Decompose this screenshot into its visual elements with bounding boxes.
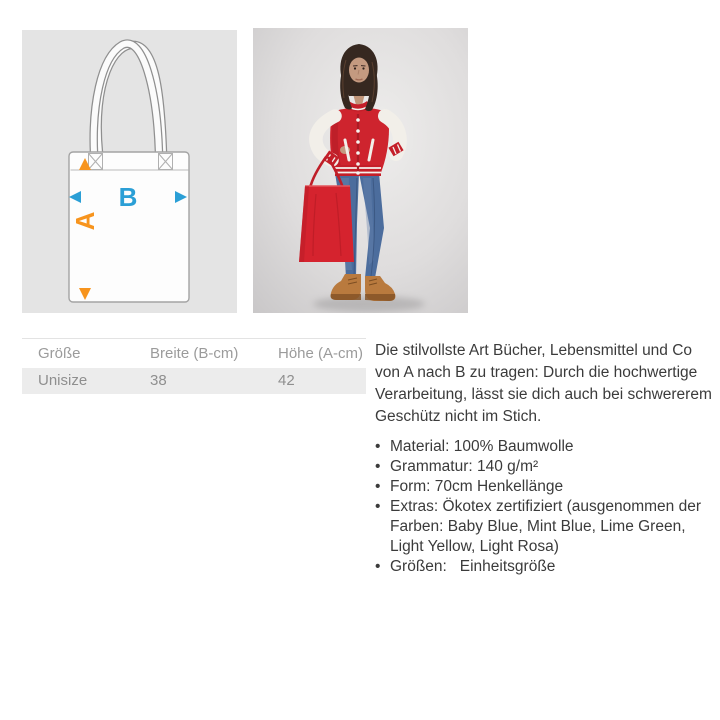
jacket-cuff-right xyxy=(391,145,401,155)
cell-width: 38 xyxy=(134,368,262,394)
column-header-height: Höhe (A-cm) xyxy=(278,345,364,362)
description-line: Die stilvollste Art Bücher, Lebensmittel und Co xyxy=(375,342,693,359)
spec-list-item-grammatur xyxy=(375,457,715,477)
spec-list-item-extras xyxy=(375,497,715,557)
product-photo-svg xyxy=(253,28,468,313)
bullet-icon: • xyxy=(375,478,381,495)
strap-stitch-patch-right xyxy=(159,154,173,170)
spec-list xyxy=(375,437,715,577)
cell-height: 42 xyxy=(262,368,366,394)
strap-stitch-patch-left xyxy=(89,154,103,170)
spec-text: Light Yellow, Light Rosa) xyxy=(390,538,559,555)
spec-text: Material: 100% Baumwolle xyxy=(390,438,574,455)
size-table-header-row xyxy=(22,339,366,369)
bullet-icon: • xyxy=(375,558,381,575)
spec-list-item-form xyxy=(375,477,715,497)
size-table xyxy=(22,338,366,394)
description-paragraph xyxy=(375,340,715,428)
bullet-icon: • xyxy=(375,498,381,515)
bullet-icon: • xyxy=(375,438,381,455)
description-line: Geschütz nicht im Stich. xyxy=(375,408,542,425)
spec-text: Farben: Baby Blue, Mint Blue, Lime Green, xyxy=(390,518,686,535)
spec-text: Grammatur: 140 g/m² xyxy=(390,458,539,475)
product-description xyxy=(375,340,715,577)
description-line: von A nach B zu tragen: Durch die hochwertige xyxy=(375,364,698,381)
size-diagram-image xyxy=(22,30,237,313)
size-table-row xyxy=(22,368,366,394)
size-diagram-svg xyxy=(22,30,237,313)
spec-text: Größen: Einheitsgröße xyxy=(390,558,556,575)
spec-text: Form: 70cm Henkellänge xyxy=(390,478,564,495)
height-label: A xyxy=(70,211,100,231)
product-photo-image xyxy=(253,28,468,313)
description-line: Verarbeitung, lässt sie dich auch bei schwererem xyxy=(375,386,712,403)
spec-text: Extras: Ökotex zertifiziert (ausgenommen der xyxy=(390,498,701,515)
bullet-icon: • xyxy=(375,458,381,475)
column-header-width: Breite (B-cm) xyxy=(150,345,239,362)
cell-size: Unisize xyxy=(22,368,134,394)
spec-list-item-groessen xyxy=(375,557,715,577)
spec-list-item-material xyxy=(375,437,715,457)
column-header-size: Größe xyxy=(38,345,81,362)
width-label: B xyxy=(118,182,138,212)
